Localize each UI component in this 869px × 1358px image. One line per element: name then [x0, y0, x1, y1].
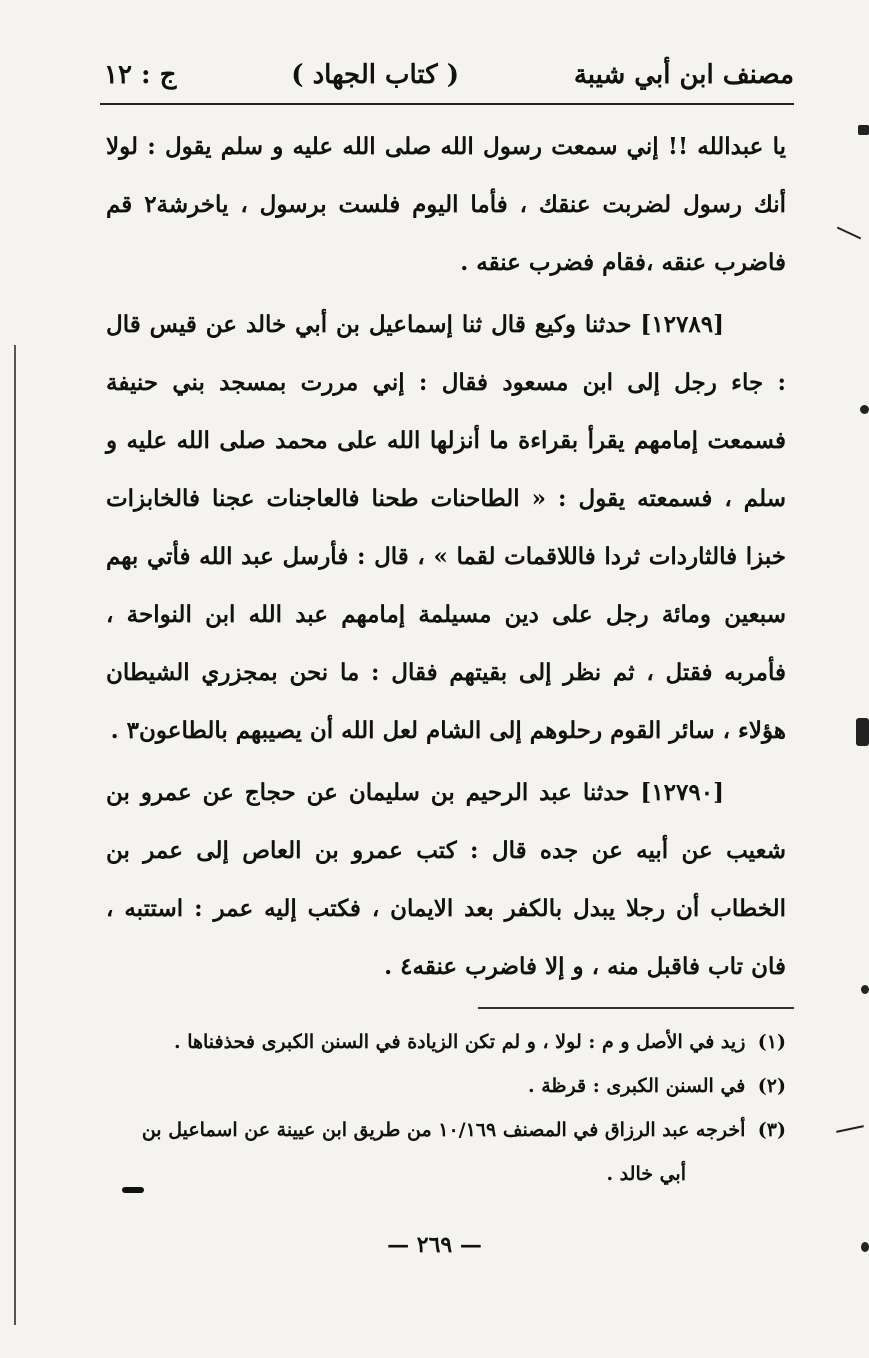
footnote-number: (١) [757, 1031, 786, 1053]
footnotes [106, 1020, 786, 1196]
footnote-number: (٢) [757, 1075, 786, 1097]
binding-edge-line [14, 345, 16, 1325]
scan-mark [861, 1242, 869, 1252]
scan-mark [858, 125, 869, 135]
scan-mark [856, 718, 869, 746]
footnote-3-continuation [106, 1152, 786, 1196]
footnote-text: أبي خالد . [606, 1163, 686, 1185]
scan-mark [860, 405, 869, 414]
page-number: — ٢٦٩ — [387, 1232, 482, 1258]
footnote-text: في السنن الكبرى : قرظة . [528, 1075, 746, 1097]
book-title: مصنف ابن أبي شيبة [573, 60, 794, 90]
paragraph-1: يا عبدالله !! إني سمعت رسول الله صلى الله عليه و سلم يقول : لولا أنك رسول لضربت عنقك ، فأما اليوم فلست برسول ، ياخرشة٢ قم فاضرب عنقه ،فقام فضرب عنقه . [106, 133, 786, 276]
footnote-1 [106, 1020, 786, 1064]
volume-number: ج : ١٢ [104, 60, 177, 90]
page-header [104, 50, 794, 100]
header-rule [100, 103, 794, 105]
paragraph-3: [١٢٧٩٠] حدثنا عبد الرحيم بن سليمان عن حجاج عن عمرو بن شعيب عن أبيه عن جده قال : كتب عمرو بن العاص إلى عمر بن الخطاب أن رجلا يبدل بالكفر بعد الايمان ، فكتب إليه عمر : استتبه ، فان تاب فاقبل منه ، و إلا فاضرب عنقه٤ . [106, 779, 786, 980]
paragraph-2: [١٢٧٨٩] حدثنا وكيع قال ثنا إسماعيل بن أبي خالد عن قيس قال : جاء رجل إلى ابن مسعود فقال : إني مررت بمسجد بني حنيفة فسمعت إمامهم يقرأ بقراءة ما أنزلها الله على محمد صلى الله عليه و سلم ، فسمعته يقول : « الطاحنات طحنا فالعاجنات عجنا فالخابزات خبزا فالثاردات ثردا فاللاقمات لقما » ، قال : فأرسل عبد الله فأتي بهم سبعين ومائة رجل على دين مسيلمة إمامهم عبد الله ابن النواحة ، فأمربه فقتل ، ثم نظر إلى بقيتهم فقال : ما نحن بمجزري الشيطان هؤلاء ، سائر القوم رحلوهم إلى الشام لعل الله أن يصيبهم بالطاعون٣ . [106, 311, 786, 744]
footnote-rule [478, 1007, 794, 1009]
footnote-3 [106, 1108, 786, 1152]
footnote-text: أخرجه عبد الرزاق في المصنف ١٠/١٦٩ من طريق ابن عيينة عن اسماعيل بن [141, 1119, 746, 1141]
main-text [106, 118, 786, 1000]
scan-mark [861, 985, 869, 994]
footnote-number: (٣) [757, 1119, 786, 1141]
scan-mark [837, 227, 861, 240]
chapter-title: ( كتاب الجهاد ) [291, 60, 460, 90]
scan-mark [836, 1125, 864, 1133]
footnote-text: زيد في الأصل و م : لولا ، و لم تكن الزيادة في السنن الكبرى فحذفناها . [173, 1031, 746, 1053]
footnote-2 [106, 1064, 786, 1108]
scan-mark [122, 1187, 144, 1193]
